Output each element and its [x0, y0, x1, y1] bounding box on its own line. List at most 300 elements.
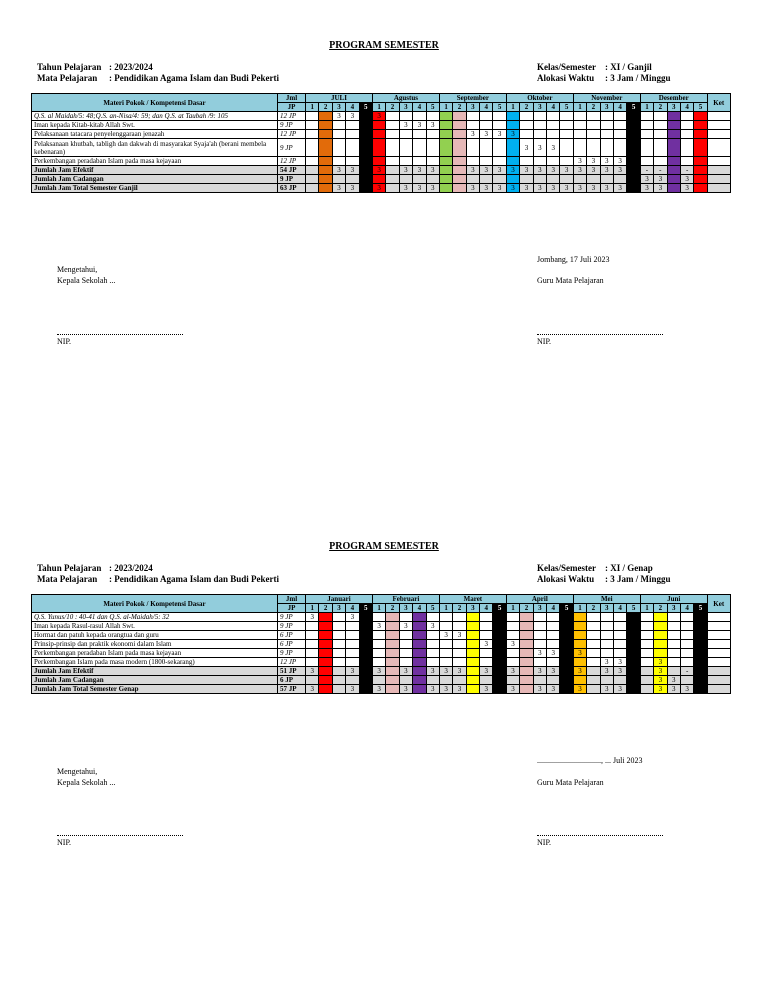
week-cell: [466, 649, 479, 658]
month-header: September: [439, 94, 506, 103]
week-cell: [372, 649, 385, 658]
week-number: 1: [306, 604, 319, 613]
week-cell: [587, 640, 600, 649]
week-number: 5: [694, 604, 707, 613]
col-header-materi: Materi Pokok / Kompetensi Dasar: [32, 94, 278, 112]
week-cell: [560, 676, 573, 685]
week-number: 4: [480, 604, 493, 613]
week-cell: [346, 157, 359, 166]
week-cell: [520, 667, 533, 676]
week-cell: [640, 649, 653, 658]
week-cell: [627, 166, 640, 175]
week-number: 3: [399, 103, 412, 112]
week-cell: 3: [587, 166, 600, 175]
week-number: 3: [399, 604, 412, 613]
week-cell: [640, 139, 653, 157]
week-cell: [680, 157, 693, 166]
week-cell: [319, 613, 332, 622]
week-cell: 3: [640, 175, 653, 184]
week-cell: [466, 112, 479, 121]
week-cell: 3: [613, 667, 626, 676]
kepala-sekolah-label: Kepala Sekolah ...: [57, 276, 116, 285]
guru-label: Guru Mata Pelajaran: [537, 778, 604, 787]
week-cell: [694, 667, 707, 676]
week-number: 5: [493, 604, 506, 613]
week-cell: [306, 175, 319, 184]
week-number: 4: [613, 103, 626, 112]
week-cell: [453, 658, 466, 667]
week-cell: 3: [359, 613, 372, 622]
week-cell: [547, 613, 560, 622]
week-cell: [386, 121, 399, 130]
week-cell: 3: [627, 685, 640, 694]
week-cell: [319, 658, 332, 667]
kelas-row: Kelas/Semester : XI / Ganjil: [537, 62, 652, 72]
week-cell: [694, 139, 707, 157]
week-cell: [533, 640, 546, 649]
week-cell: 3: [426, 685, 439, 694]
week-cell: [453, 613, 466, 622]
week-cell: [547, 121, 560, 130]
program-semester-table: [31, 93, 731, 193]
kelas-row: Kelas/Semester : XI / Genap: [537, 563, 653, 573]
ket-cell: [707, 139, 730, 157]
week-cell: [533, 112, 546, 121]
week-cell: [332, 622, 345, 631]
week-cell: [627, 676, 640, 685]
week-cell: [533, 613, 546, 622]
week-cell: [640, 157, 653, 166]
week-cell: 3: [359, 685, 372, 694]
week-cell: [573, 613, 586, 622]
week-cell: [480, 175, 493, 184]
month-header: November: [573, 94, 640, 103]
week-cell: [613, 121, 626, 130]
week-cell: 3: [547, 184, 560, 193]
ket-cell: [707, 112, 730, 121]
week-cell: [399, 130, 412, 139]
week-cell: [533, 121, 546, 130]
week-cell: [332, 667, 345, 676]
week-cell: 3: [547, 649, 560, 658]
week-cell: [306, 130, 319, 139]
week-cell: [667, 613, 680, 622]
ket-cell: [707, 130, 730, 139]
week-cell: [426, 613, 439, 622]
week-cell: 3: [520, 139, 533, 157]
week-cell: [506, 622, 519, 631]
week-cell: 3: [426, 121, 439, 130]
summary-row: [32, 166, 731, 175]
week-cell: [560, 658, 573, 667]
week-cell: [533, 676, 546, 685]
program-semester-table: [31, 594, 731, 694]
jp-cell: 9 JP: [278, 613, 306, 622]
week-cell: [413, 649, 426, 658]
week-cell: [613, 622, 626, 631]
week-number: 2: [654, 103, 667, 112]
ket-cell: [707, 667, 730, 676]
week-cell: [399, 157, 412, 166]
week-number: 5: [627, 604, 640, 613]
week-cell: [533, 631, 546, 640]
week-cell: 3: [399, 166, 412, 175]
week-cell: 3: [560, 166, 573, 175]
week-number: 2: [520, 604, 533, 613]
week-number: 2: [587, 604, 600, 613]
materi-cell: Perkembangan Islam pada masa modern (1800-sekarang): [32, 658, 278, 667]
week-cell: [680, 139, 693, 157]
week-number: 3: [533, 103, 546, 112]
week-cell: 3: [600, 685, 613, 694]
place-date: ................................, ... Juli 2023: [537, 756, 643, 765]
week-cell: [332, 676, 345, 685]
week-cell: [306, 631, 319, 640]
jp-cell: 6 JP: [278, 631, 306, 640]
week-cell: 3: [480, 640, 493, 649]
week-cell: [372, 130, 385, 139]
week-cell: 3: [573, 649, 586, 658]
week-number: 3: [466, 604, 479, 613]
week-cell: [426, 139, 439, 157]
week-cell: 3: [654, 184, 667, 193]
week-cell: [386, 139, 399, 157]
materi-cell: Prinsip-prinsip dan praktik ekonomi dalam Islam: [32, 640, 278, 649]
week-number: 3: [466, 103, 479, 112]
week-cell: [332, 685, 345, 694]
week-cell: [319, 157, 332, 166]
week-cell: [667, 667, 680, 676]
week-number: 1: [372, 604, 385, 613]
materi-cell: Iman kepada Rasul-rasul Allah Swt.: [32, 622, 278, 631]
week-cell: [480, 121, 493, 130]
week-cell: [319, 685, 332, 694]
week-cell: [694, 649, 707, 658]
week-cell: [359, 640, 372, 649]
week-cell: 3: [613, 184, 626, 193]
week-cell: 3: [547, 139, 560, 157]
week-cell: [426, 658, 439, 667]
ket-cell: [707, 640, 730, 649]
week-number: 5: [359, 103, 372, 112]
week-cell: [640, 130, 653, 139]
week-cell: 3: [306, 685, 319, 694]
ket-cell: [707, 649, 730, 658]
week-cell: [560, 175, 573, 184]
week-cell: [453, 622, 466, 631]
materi-cell: Q.S. al Maidah/5: 48;Q.S. an-Nisa/4: 59; dan Q.S. at Taubah /9: 105: [32, 112, 278, 121]
week-cell: 3: [480, 667, 493, 676]
week-number: 4: [413, 103, 426, 112]
week-cell: [694, 622, 707, 631]
week-cell: [506, 175, 519, 184]
week-cell: [359, 121, 372, 130]
week-cell: [560, 667, 573, 676]
week-cell: [613, 112, 626, 121]
week-cell: [386, 685, 399, 694]
materi-cell: Pelaksanaan khutbah, tabligh dan dakwah di masyarakat Syaja'ah (berani membela kebenaran): [32, 139, 278, 157]
week-cell: [506, 649, 519, 658]
week-cell: [386, 166, 399, 175]
ket-cell: [707, 622, 730, 631]
week-cell: [413, 667, 426, 676]
week-cell: [654, 130, 667, 139]
week-cell: [306, 640, 319, 649]
week-cell: 3: [506, 640, 519, 649]
week-cell: [319, 121, 332, 130]
table-row: [32, 631, 731, 640]
week-cell: 3: [332, 112, 345, 121]
week-cell: [600, 622, 613, 631]
week-cell: [627, 130, 640, 139]
week-cell: [493, 649, 506, 658]
week-cell: [306, 676, 319, 685]
col-header-jml: Jml: [278, 595, 306, 604]
week-cell: [627, 631, 640, 640]
week-cell: [506, 139, 519, 157]
week-number: 4: [547, 103, 560, 112]
week-cell: [332, 121, 345, 130]
week-cell: [466, 175, 479, 184]
week-number: 4: [613, 604, 626, 613]
nip-left: NIP.: [57, 337, 72, 346]
week-cell: [346, 631, 359, 640]
week-cell: [386, 184, 399, 193]
week-cell: [547, 622, 560, 631]
week-cell: [466, 121, 479, 130]
jp-cell: 12 JP: [278, 157, 306, 166]
week-cell: [547, 631, 560, 640]
week-cell: [399, 631, 412, 640]
week-cell: [372, 139, 385, 157]
week-number: 3: [667, 103, 680, 112]
week-cell: [319, 676, 332, 685]
week-cell: 3: [547, 166, 560, 175]
week-cell: [627, 121, 640, 130]
week-cell: [359, 658, 372, 667]
week-cell: [306, 121, 319, 130]
week-cell: [426, 676, 439, 685]
week-cell: [466, 658, 479, 667]
week-cell: [413, 139, 426, 157]
week-cell: [346, 649, 359, 658]
week-cell: 3: [520, 184, 533, 193]
week-cell: [694, 166, 707, 175]
week-cell: [493, 622, 506, 631]
week-cell: [560, 157, 573, 166]
week-cell: [680, 130, 693, 139]
week-cell: [600, 121, 613, 130]
week-cell: 3: [506, 166, 519, 175]
week-cell: [466, 685, 479, 694]
week-cell: 3: [493, 130, 506, 139]
week-cell: [627, 640, 640, 649]
week-cell: [587, 631, 600, 640]
week-cell: [439, 640, 452, 649]
week-cell: [466, 640, 479, 649]
week-cell: [573, 640, 586, 649]
week-cell: [306, 184, 319, 193]
ket-cell: [707, 676, 730, 685]
week-cell: [399, 658, 412, 667]
week-cell: [413, 676, 426, 685]
week-cell: [359, 175, 372, 184]
summary-label: Jumlah Jam Cadangan: [32, 676, 278, 685]
month-header: Februari: [372, 595, 439, 604]
week-cell: [480, 658, 493, 667]
week-cell: 3: [547, 667, 560, 676]
week-cell: [332, 649, 345, 658]
week-cell: [386, 157, 399, 166]
week-cell: [480, 649, 493, 658]
week-cell: [560, 631, 573, 640]
week-cell: [520, 121, 533, 130]
week-cell: 3: [654, 175, 667, 184]
summary-label: Jumlah Jam Total Semester Genap: [32, 685, 278, 694]
week-cell: [439, 112, 452, 121]
header-row-months: [32, 94, 731, 103]
week-cell: [426, 631, 439, 640]
week-number: 1: [439, 103, 452, 112]
week-cell: 3: [399, 685, 412, 694]
week-cell: [587, 676, 600, 685]
week-cell: [372, 613, 385, 622]
week-cell: 3: [332, 166, 345, 175]
week-cell: [386, 175, 399, 184]
week-cell: [306, 139, 319, 157]
week-cell: [386, 112, 399, 121]
week-cell: [654, 157, 667, 166]
week-cell: [453, 676, 466, 685]
week-cell: 3: [654, 658, 667, 667]
week-cell: [386, 622, 399, 631]
week-number: 1: [573, 604, 586, 613]
week-cell: [319, 166, 332, 175]
week-cell: [480, 622, 493, 631]
week-cell: 3: [372, 667, 385, 676]
week-cell: [493, 667, 506, 676]
kepala-sekolah-label: Kepala Sekolah ...: [57, 778, 116, 787]
week-cell: [654, 631, 667, 640]
week-cell: [319, 649, 332, 658]
summary-label: Jumlah Jam Cadangan: [32, 175, 278, 184]
month-header: Agustus: [372, 94, 439, 103]
week-cell: [453, 640, 466, 649]
week-cell: 3: [533, 184, 546, 193]
week-cell: 3: [613, 157, 626, 166]
week-cell: [694, 157, 707, 166]
week-cell: [654, 622, 667, 631]
week-cell: 3: [613, 166, 626, 175]
summary-row: [32, 676, 731, 685]
summary-jp: 54 JP: [278, 166, 306, 175]
place-date: Jombang, 17 Juli 2023: [537, 255, 610, 264]
week-cell: [573, 175, 586, 184]
signature-line-right: [537, 334, 663, 335]
week-cell: [640, 622, 653, 631]
week-number: 2: [453, 103, 466, 112]
week-cell: [547, 676, 560, 685]
week-cell: [627, 157, 640, 166]
week-cell: [332, 631, 345, 640]
week-cell: [667, 175, 680, 184]
week-cell: 3: [359, 667, 372, 676]
week-cell: [332, 658, 345, 667]
mapel-row: Mata Pelajaran : Pendidikan Agama Islam dan Budi Pekerti: [37, 73, 280, 83]
week-cell: [493, 613, 506, 622]
mengetahui-label: Mengetahui,: [57, 265, 98, 274]
week-cell: [399, 112, 412, 121]
week-cell: 3: [506, 667, 519, 676]
week-cell: 3: [573, 166, 586, 175]
week-cell: 3: [587, 157, 600, 166]
summary-row: [32, 667, 731, 676]
ket-cell: [707, 121, 730, 130]
week-number: 3: [332, 604, 345, 613]
week-cell: [560, 622, 573, 631]
week-cell: [466, 676, 479, 685]
week-cell: 3: [466, 166, 479, 175]
week-cell: 3: [413, 166, 426, 175]
week-cell: [587, 121, 600, 130]
week-cell: [439, 676, 452, 685]
week-cell: 3: [453, 685, 466, 694]
week-cell: [627, 622, 640, 631]
week-cell: [694, 112, 707, 121]
week-cell: [372, 676, 385, 685]
week-cell: 3: [600, 658, 613, 667]
week-cell: [480, 157, 493, 166]
week-cell: 3: [346, 685, 359, 694]
week-cell: [560, 121, 573, 130]
week-cell: [600, 676, 613, 685]
week-cell: [413, 157, 426, 166]
week-cell: [480, 613, 493, 622]
week-cell: [680, 658, 693, 667]
week-cell: [573, 139, 586, 157]
week-cell: [694, 658, 707, 667]
col-header-jp: JP: [278, 604, 306, 613]
week-cell: [694, 676, 707, 685]
week-cell: [600, 139, 613, 157]
col-header-ket: Ket: [707, 94, 730, 112]
week-cell: [466, 622, 479, 631]
week-cell: [319, 130, 332, 139]
week-number: 3: [332, 103, 345, 112]
header-row-months: [32, 595, 731, 604]
week-cell: [560, 649, 573, 658]
week-cell: [506, 676, 519, 685]
week-number: 3: [667, 604, 680, 613]
jp-cell: 12 JP: [278, 658, 306, 667]
week-number: 4: [480, 103, 493, 112]
week-cell: [667, 658, 680, 667]
alokasi-row: Alokasi Waktu : 3 Jam / Minggu: [537, 574, 671, 584]
week-cell: [694, 685, 707, 694]
week-cell: 3: [399, 667, 412, 676]
week-cell: 3: [627, 667, 640, 676]
week-cell: [694, 613, 707, 622]
week-cell: [413, 130, 426, 139]
week-cell: [680, 613, 693, 622]
week-cell: 3: [480, 184, 493, 193]
week-cell: [600, 640, 613, 649]
week-cell: [667, 640, 680, 649]
week-number: 4: [547, 604, 560, 613]
week-cell: [587, 112, 600, 121]
week-cell: [493, 631, 506, 640]
month-header: Desember: [640, 94, 707, 103]
